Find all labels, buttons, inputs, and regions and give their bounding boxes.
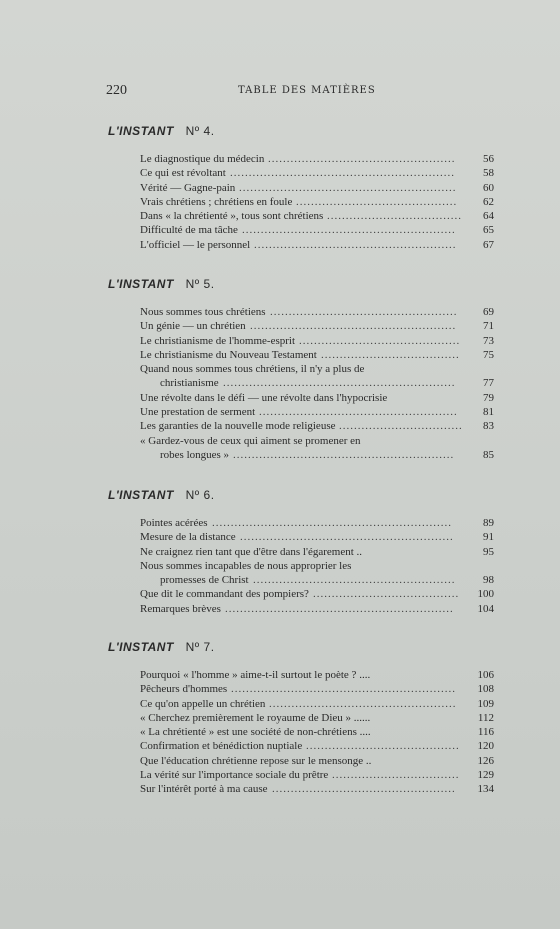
leader-dots: .......................................	[313, 588, 460, 601]
leader-dots: .......................................................	[250, 320, 457, 333]
entry-title: Pourquoi « l'homme » aime-t-il surtout le poète ? ....	[140, 669, 371, 681]
toc-entry	[104, 405, 494, 419]
leader-dots: ...........................................	[299, 334, 461, 347]
toc-entry	[104, 348, 494, 362]
entry-page-number: 69	[483, 306, 494, 318]
section-title: L'INSTANT Nº 6.	[108, 488, 215, 502]
entry-page-number: 98	[483, 574, 494, 587]
entry-title: La vérité sur l'importance sociale du prêtre	[140, 769, 329, 782]
toc-entry	[104, 668, 494, 682]
entry-title: Vrais chrétiens ; chrétiens en foule	[140, 195, 293, 208]
entry-page-number: 64	[483, 210, 494, 223]
entry-title: Le christianisme du Nouveau Testament	[140, 348, 317, 361]
leader-dots: ............................................................	[230, 167, 455, 180]
leader-dots: .........................................................	[240, 531, 454, 544]
entry-page-number: 106	[477, 669, 494, 681]
toc-entry	[104, 573, 494, 587]
entry-page-number: 79	[483, 391, 494, 404]
entry-title: robes longues »	[160, 448, 230, 461]
entry-title: Une prestation de serment	[140, 406, 256, 419]
entry-page-number: 116	[477, 726, 494, 739]
entry-page-number: 89	[483, 517, 494, 529]
toc-entry	[104, 152, 494, 166]
leader-dots: ......................................................	[254, 238, 457, 251]
toc-entry	[104, 559, 494, 573]
toc-section-4	[104, 124, 494, 252]
entry-title: Le diagnostique du médecin	[140, 153, 265, 165]
toc-entry	[104, 181, 494, 195]
leader-dots: .................................	[339, 420, 463, 433]
entry-page-number: 65	[483, 224, 494, 237]
page-number: 220	[106, 83, 127, 98]
entry-title: Pêcheurs d'hommes	[140, 683, 228, 696]
toc-entry	[104, 195, 494, 209]
toc-entries	[104, 305, 494, 462]
entry-title: « La chrétienté » est une société de non-chrétiens ....	[140, 726, 371, 739]
entry-page-number: 109	[477, 697, 494, 710]
leader-dots: ..................................................	[269, 697, 457, 710]
leader-dots: .................................................	[272, 783, 456, 796]
entry-page-number: 95	[483, 545, 494, 558]
entry-page-number: 112	[477, 711, 494, 724]
leader-dots: ..........................................................	[239, 181, 457, 194]
running-title: TABLE DES MATIÈRES	[238, 85, 376, 96]
toc-section-6	[104, 488, 494, 616]
leader-dots: ..................................................	[268, 153, 456, 165]
toc-entry	[104, 223, 494, 237]
entry-title: Vérité — Gagne-pain	[140, 181, 236, 194]
toc-entry	[104, 391, 494, 405]
toc-entry	[104, 530, 494, 544]
entry-page-number: 75	[483, 348, 494, 361]
entry-title: Ce qui est révoltant	[140, 167, 226, 180]
leader-dots: .....................................	[321, 348, 460, 361]
toc-entry	[104, 711, 494, 725]
toc-entry	[104, 682, 494, 696]
entry-title: Difficulté de ma tâche	[140, 224, 238, 237]
leader-dots: ...........................................................	[233, 448, 455, 461]
entry-title: Sur l'intérêt porté à ma cause	[140, 783, 268, 796]
section-title: L'INSTANT Nº 4.	[108, 124, 215, 138]
toc-entry	[104, 545, 494, 559]
section-title: L'INSTANT Nº 5.	[108, 277, 215, 291]
entry-page-number: 56	[483, 153, 494, 165]
entry-title: Mesure de la distance	[140, 531, 236, 544]
entry-title: Pointes acérées	[140, 517, 208, 529]
entry-page-number: 83	[483, 420, 494, 433]
leader-dots: ..............................................................	[223, 377, 456, 390]
entry-page-number: 73	[483, 334, 494, 347]
leader-dots: ................................................................	[212, 517, 452, 529]
entry-title: Que l'éducation chrétienne repose sur le mensonge ..	[140, 754, 372, 767]
entry-page-number: 62	[483, 195, 494, 208]
leader-dots: .........................................................	[242, 224, 456, 237]
toc-entry	[104, 587, 494, 601]
entry-title: Ne craignez rien tant que d'être dans l'égarement ..	[140, 545, 363, 558]
toc-entry	[104, 238, 494, 252]
entry-page-number: 60	[483, 181, 494, 194]
toc-entries	[104, 152, 494, 252]
entry-title: Que dit le commandant des pompiers?	[140, 588, 309, 601]
entry-title: Nous sommes tous chrétiens	[140, 306, 266, 318]
entry-title: promesses de Christ	[160, 574, 249, 587]
entry-page-number: 58	[483, 167, 494, 180]
entry-title: Ce qu'on appelle un chrétien	[140, 697, 266, 710]
leader-dots: .....................................................	[259, 406, 458, 419]
toc-entry	[104, 516, 494, 530]
entry-page-number: 71	[483, 320, 494, 333]
toc-entry	[104, 319, 494, 333]
entry-page-number: 104	[477, 602, 494, 615]
toc-entry	[104, 209, 494, 223]
toc-entry	[104, 334, 494, 348]
entry-page-number: 81	[483, 406, 494, 419]
toc-entry	[104, 362, 494, 376]
entry-page-number: 91	[483, 531, 494, 544]
entry-page-number: 108	[477, 683, 494, 696]
toc-entry	[104, 725, 494, 739]
section-title: L'INSTANT Nº 7.	[108, 640, 215, 654]
toc-entry	[104, 419, 494, 433]
toc-entry	[104, 768, 494, 782]
entry-title: L'officiel — le personnel	[140, 238, 251, 251]
entry-title: Nous sommes incapables de nous approprier les	[140, 559, 352, 572]
leader-dots: ..................................	[332, 769, 460, 782]
page-header	[106, 83, 496, 101]
leader-dots: .........................................	[306, 740, 460, 753]
entry-title: Le christianisme de l'homme-esprit	[140, 334, 296, 347]
toc-entry	[104, 376, 494, 390]
entry-title: « Gardez-vous de ceux qui aiment se promener en	[140, 434, 361, 447]
leader-dots: ..................................................	[270, 306, 458, 318]
entry-page-number: 67	[483, 238, 494, 251]
leader-dots: ...........................................	[296, 195, 458, 208]
entry-title: Dans « la chrétienté », tous sont chrétiens	[140, 210, 324, 223]
toc-entry	[104, 602, 494, 616]
toc-entry	[104, 697, 494, 711]
leader-dots: ....................................	[327, 210, 462, 223]
entry-title: « Cherchez premièrement le royaume de Dieu » ......	[140, 711, 371, 724]
toc-entries	[104, 668, 494, 797]
entry-page-number: 126	[477, 754, 494, 767]
entry-page-number: 77	[483, 377, 494, 390]
leader-dots: ......................................................	[253, 574, 456, 587]
entry-title: Une révolte dans le défi — une révolte dans l'hypocrisie	[140, 391, 388, 404]
toc-entry	[104, 166, 494, 180]
toc-section-5	[104, 277, 494, 462]
toc-entry	[104, 448, 494, 462]
entry-page-number: 100	[477, 588, 494, 601]
toc-entry	[104, 782, 494, 796]
entry-page-number: 120	[477, 740, 494, 753]
entry-title: Un génie — un chrétien	[140, 320, 246, 333]
leader-dots: ............................................................	[231, 683, 456, 696]
entry-title: Les garanties de la nouvelle mode religieuse	[140, 420, 336, 433]
entry-title: Confirmation et bénédiction nuptiale	[140, 740, 303, 753]
entry-page-number: 134	[477, 783, 494, 796]
entry-page-number: 85	[483, 448, 494, 461]
entry-page-number: 129	[477, 769, 494, 782]
toc-entry	[104, 754, 494, 768]
leader-dots: .............................................................	[225, 602, 454, 615]
entry-title: Remarques brèves	[140, 602, 221, 615]
entry-title: Quand nous sommes tous chrétiens, il n'y a plus de	[140, 363, 365, 376]
entry-title: christianisme	[160, 377, 219, 390]
toc-entry	[104, 739, 494, 753]
toc-entries	[104, 516, 494, 616]
toc-section-7	[104, 640, 494, 797]
toc-entry	[104, 305, 494, 319]
toc-entry	[104, 434, 494, 448]
